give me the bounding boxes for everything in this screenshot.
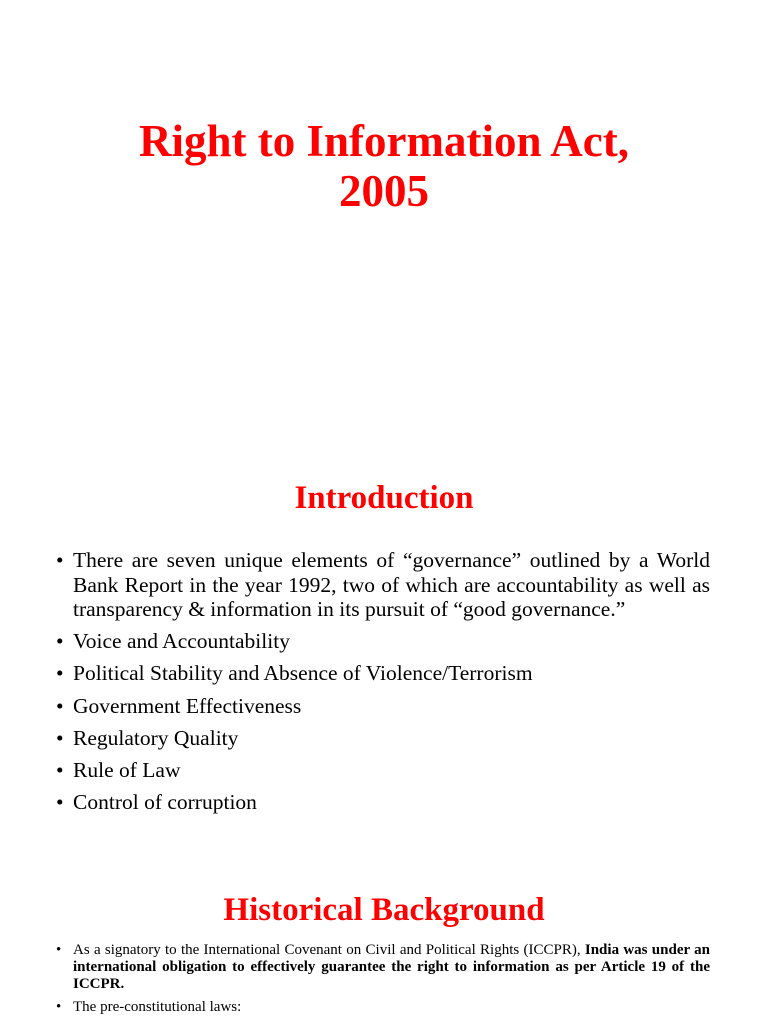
historical-bullet-bold-text: India was under an international obligation to effectively guarantee the right to information as per Article 19 of the ICCPR. — [73, 942, 710, 992]
historical-bullet: • The pre-constitutional laws: — [56, 999, 710, 1016]
introduction-bullet: • Voice and Accountability — [56, 629, 710, 654]
introduction-bullet: • Control of corruption — [56, 790, 710, 815]
slide-introduction — [0, 432, 768, 864]
introduction-bullet: • Regulatory Quality — [56, 726, 710, 751]
historical-bullet-text: As a signatory to the International Covenant on Civil and Political Rights (ICCPR), — [73, 942, 585, 958]
introduction-heading: Introduction — [294, 480, 474, 516]
historical-bullet — [56, 942, 710, 993]
main-title — [60, 116, 708, 216]
historical-background-heading: Historical Background — [223, 892, 545, 928]
introduction-bullet: • There are seven unique elements of “governance” outlined by a World Bank Report in the year 1992, two of which are accountability as well as transparency & information in its pursuit of “good governance.” — [56, 548, 710, 622]
introduction-bullet: • Political Stability and Absence of Violence/Terrorism — [56, 661, 710, 686]
slide-historical-background — [0, 864, 768, 1024]
slide-title — [0, 0, 768, 432]
historical-bullet-list — [56, 942, 710, 1022]
introduction-bullet: • Government Effectiveness — [56, 694, 710, 719]
introduction-bullet-list — [56, 548, 710, 822]
main-title-line1: Right to Information Act, — [139, 116, 629, 166]
main-title-line2: 2005 — [339, 166, 429, 216]
introduction-bullet: • Rule of Law — [56, 758, 710, 783]
